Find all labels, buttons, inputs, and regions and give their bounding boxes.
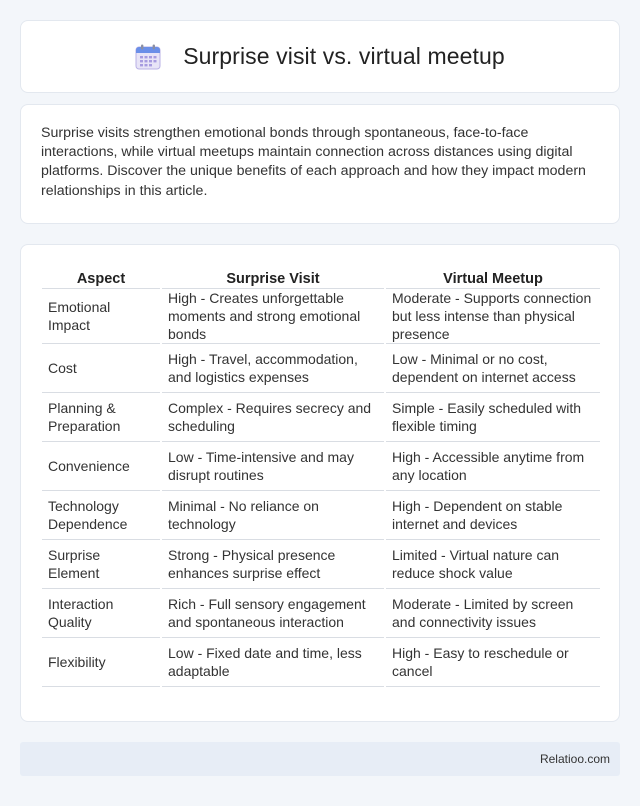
aspect-cell: Flexibility xyxy=(42,638,160,687)
footer-brand[interactable]: Relatioo.com xyxy=(539,752,610,766)
footer xyxy=(20,742,620,776)
table-row xyxy=(42,344,600,393)
aspect-cell: Convenience xyxy=(42,442,160,491)
header-virtual-meetup: Virtual Meetup xyxy=(386,265,600,289)
aspect-cell: Surprise Element xyxy=(42,540,160,589)
aspect-cell: Emotional Impact xyxy=(42,289,160,344)
surprise-visit-cell: Strong - Physical presence enhances surprise effect xyxy=(162,540,384,589)
table-header-row xyxy=(42,265,600,289)
surprise-visit-cell: High - Creates unforgettable moments and strong emotional bonds xyxy=(162,289,384,344)
header-surprise-visit: Surprise Visit xyxy=(162,265,384,289)
comparison-table-card xyxy=(20,244,620,722)
page-title: Surprise visit vs. virtual meetup xyxy=(183,43,505,69)
intro-card xyxy=(20,104,620,224)
surprise-visit-cell: Low - Fixed date and time, less adaptable xyxy=(162,638,384,687)
header-aspect: Aspect xyxy=(42,265,160,289)
virtual-meetup-cell: Limited - Virtual nature can reduce shock value xyxy=(386,540,600,589)
surprise-visit-cell: High - Travel, accommodation, and logistics expenses xyxy=(162,344,384,393)
surprise-visit-cell: Low - Time-intensive and may disrupt routines xyxy=(162,442,384,491)
intro-text: Surprise visits strengthen emotional bonds through spontaneous, face-to-face interactions, while virtual meetups maintain connection across distances using digital platforms. Discover the unique benefits of each approach and how they impact modern relationships in this article. xyxy=(41,125,586,199)
aspect-cell: Cost xyxy=(42,344,160,393)
aspect-cell: Technology Dependence xyxy=(42,491,160,540)
comparison-table xyxy=(40,265,602,687)
virtual-meetup-cell: High - Dependent on stable internet and devices xyxy=(386,491,600,540)
title-wrap xyxy=(135,43,505,70)
table-row xyxy=(42,491,600,540)
aspect-cell: Interaction Quality xyxy=(42,589,160,638)
virtual-meetup-cell: High - Accessible anytime from any location xyxy=(386,442,600,491)
surprise-visit-cell: Rich - Full sensory engagement and spontaneous interaction xyxy=(162,589,384,638)
table-row xyxy=(42,442,600,491)
table-row xyxy=(42,289,600,344)
table-row xyxy=(42,540,600,589)
virtual-meetup-cell: High - Easy to reschedule or cancel xyxy=(386,638,600,687)
table-row xyxy=(42,589,600,638)
virtual-meetup-cell: Moderate - Limited by screen and connectivity issues xyxy=(386,589,600,638)
aspect-cell: Planning & Preparation xyxy=(42,393,160,442)
table-row xyxy=(42,638,600,687)
virtual-meetup-cell: Moderate - Supports connection but less intense than physical presence xyxy=(386,289,600,344)
calendar-icon xyxy=(135,44,161,70)
virtual-meetup-cell: Simple - Easily scheduled with flexible timing xyxy=(386,393,600,442)
surprise-visit-cell: Complex - Requires secrecy and scheduling xyxy=(162,393,384,442)
surprise-visit-cell: Minimal - No reliance on technology xyxy=(162,491,384,540)
virtual-meetup-cell: Low - Minimal or no cost, dependent on internet access xyxy=(386,344,600,393)
table-row xyxy=(42,393,600,442)
header-card xyxy=(20,20,620,93)
